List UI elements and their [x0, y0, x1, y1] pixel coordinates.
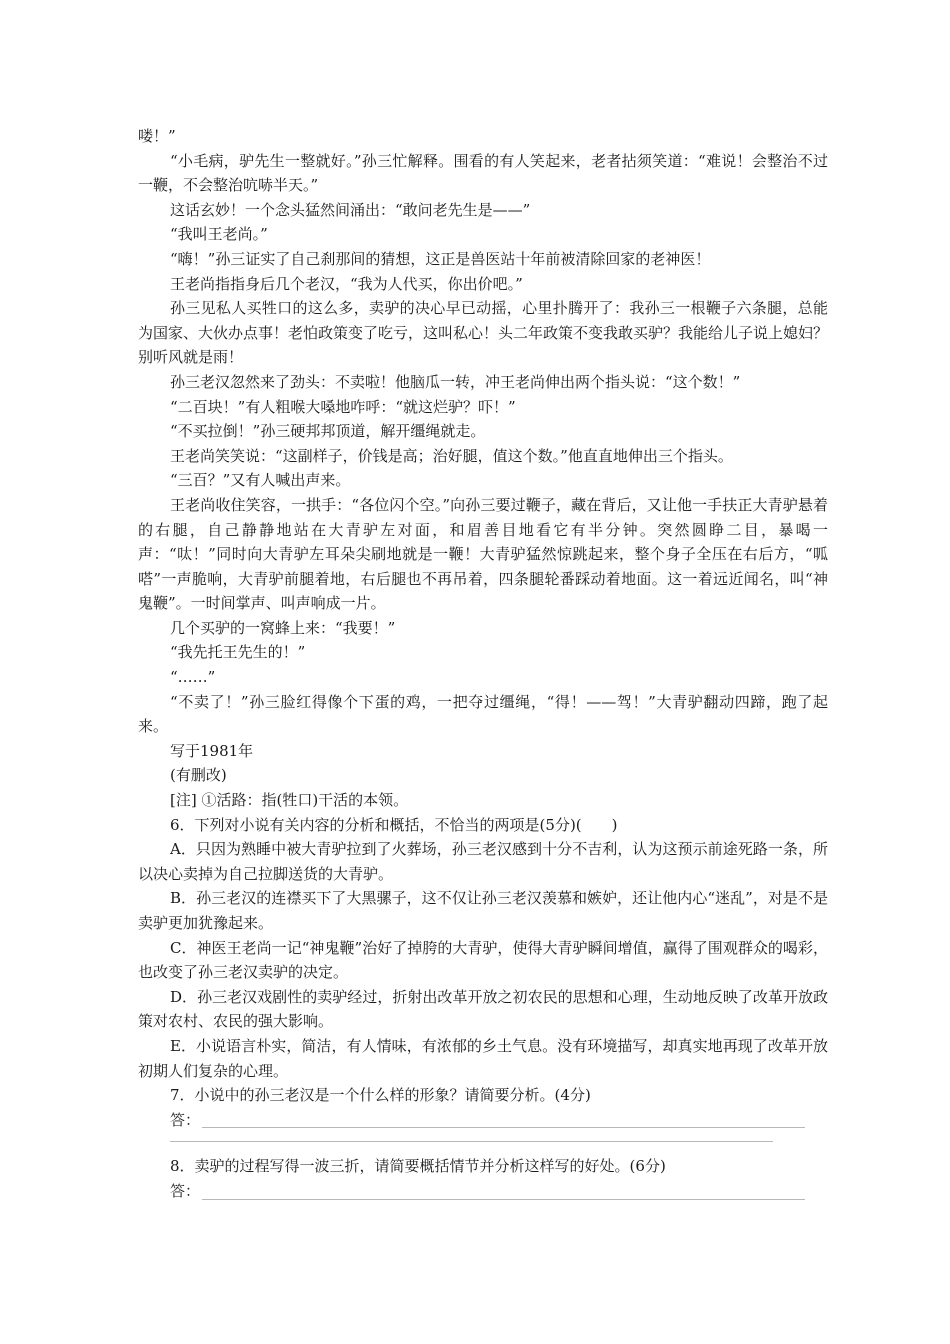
paragraph: D．孙三老汉戏剧性的卖驴经过，折射出改革开放之初农民的思想和心理，生动地反映了改革开放政策对农村、农民的强大影响。 — [138, 987, 828, 1031]
q7-answer-line-2[interactable] — [170, 1141, 773, 1142]
paragraph: “不买拉倒！”孙三硬邦邦顶道，解开缰绳就走。 — [170, 422, 486, 441]
paragraph: 7．小说中的孙三老汉是一个什么样的形象？请简要分析。(4分) — [170, 1086, 591, 1105]
paragraph: A．只因为熟睡中被大青驴拉到了火葬场，孙三老汉感到十分不吉利，认为这预示前途死路一条，所以决心卖掉为自己拉脚送货的大青驴。 — [138, 840, 828, 883]
paragraph: “嗨！”孙三证实了自己刹那间的猜想，这正是兽医站十年前被清除回家的老神医！ — [170, 249, 711, 268]
paragraph: “我叫王老尚。” — [170, 225, 268, 244]
q8-answer-row — [170, 1179, 828, 1204]
paragraph: 这话玄妙！一个念头猛然间涌出：“敢问老先生是——” — [170, 200, 531, 219]
q7-answer-line[interactable] — [202, 1127, 805, 1128]
paragraph: [注] ①活路：指(牲口)干活的本领。 — [170, 791, 409, 810]
paragraph: 孙三见私人买牲口的这么多，卖驴的决心早已动摇，心里扑腾开了：我孙三一根鞭子六条腿，总能为国家、大伙办点事！老怕政策变了吃亏，这叫私心！头二年政策不变我敢买驴？我能给儿子说上媳妇？别听风就是雨！ — [138, 299, 829, 367]
paragraph: B．孙三老汉的连襟买下了大黑骡子，这不仅让孙三老汉羡慕和嫉妒，还让他内心“迷乱”，对是不是卖驴更加犹豫起来。 — [138, 889, 828, 932]
document-body — [138, 124, 828, 1204]
q7-answer-label: 答： — [170, 1110, 201, 1129]
paragraph: 写于1981年 — [170, 741, 254, 760]
text-paragraphs — [138, 124, 828, 1108]
q8-question: 8．卖驴的过程写得一波三折，请简要概括情节并分析这样写的好处。(6分) — [170, 1157, 666, 1176]
q7-answer-row — [170, 1108, 828, 1133]
paragraph: 孙三老汉忽然来了劲头：不卖啦！他脑瓜一转，冲王老尚伸出两个指头说：“这个数！” — [170, 372, 741, 391]
paragraph: 王老尚笑笑说：“这副样子，价钱是高；治好腿，值这个数。”他直直地伸出三个指头。 — [170, 446, 733, 465]
paragraph: C．神医王老尚一记“神鬼鞭”治好了掉胯的大青驴，使得大青驴瞬间增值，赢得了围观群众的喝彩，也改变了孙三老汉卖驴的决定。 — [138, 938, 828, 982]
paragraph: “二百块！”有人粗喉大嗓地咋呼：“就这烂驴？吓！” — [170, 397, 516, 416]
q8-answer-line[interactable] — [202, 1199, 805, 1200]
q8-answer-label: 答： — [170, 1181, 201, 1200]
paragraph: 喽！” — [138, 127, 176, 145]
paragraph: “小毛病，驴先生一整就好。”孙三忙解释。围看的有人笑起来，老者拈须笑道：“难说！会整治不过一鞭，不会整治吭哧半天。” — [138, 151, 828, 195]
paragraph: (有删改) — [170, 766, 227, 785]
paragraph: “不卖了！”孙三脸红得像个下蛋的鸡，一把夺过缰绳，“得！——驾！”大青驴翻动四蹄，跑了起来。 — [138, 692, 828, 736]
paragraph: 王老尚指指身后几个老汉，“我为人代买，你出价吧。” — [170, 274, 523, 293]
paragraph: “我先托王先生的！” — [170, 643, 306, 662]
paragraph: “……” — [170, 668, 216, 687]
paragraph: E．小说语言朴实，简洁，有人情味，有浓郁的乡土气息。没有环境描写，却真实地再现了改革开放初期人们复杂的心理。 — [138, 1036, 828, 1080]
paragraph: 王老尚收住笑容，一拱手：“各位闪个空。”向孙三要过鞭子，藏在背后，又让他一手扶正大青驴悬着的右腿，自己静静地站在大青驴左对面，和眉善目地看它有半分钟。突然圆睁二目，暴喝一声：“呔！”同时向大青驴左耳朵尖刷地就是一鞭！大青驴猛然惊跳起来，整个身子全压在右后方，“呱嗒”一声脆响，大青驴前腿着地，右后腿也不再吊着，四条腿轮番踩动着地面。这一着远近闻名，叫“神鬼鞭”。一时间掌声、叫声响成一片。 — [138, 495, 828, 613]
paragraph: “三百？”又有人喊出声来。 — [170, 471, 351, 490]
paragraph: 6．下列对小说有关内容的分析和概括，不恰当的两项是(5分)( ) — [170, 815, 618, 834]
paragraph: 几个买驴的一窝蜂上来：“我要！” — [170, 618, 396, 637]
